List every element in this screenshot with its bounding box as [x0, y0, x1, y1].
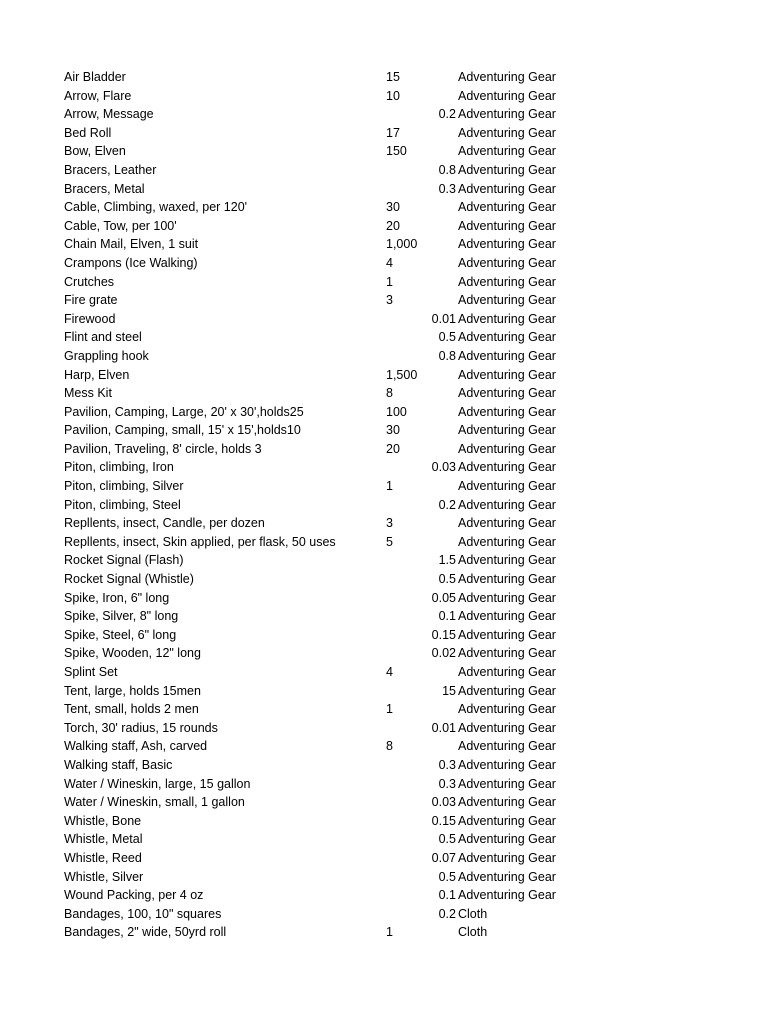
table-row: [0, 793, 768, 812]
item-name-cell: Bandages, 100, 10" squares: [64, 906, 222, 921]
item-cost-cell: 1: [386, 479, 393, 494]
item-category-cell: Adventuring Gear: [458, 497, 556, 512]
table-row: [0, 551, 768, 570]
table-row: [0, 68, 768, 87]
table-row: [0, 886, 768, 905]
item-name-cell: Spike, Silver, 8" long: [64, 609, 179, 624]
table-row: [0, 477, 768, 496]
table-row: [0, 812, 768, 831]
item-category-cell: Adventuring Gear: [458, 200, 556, 215]
table-row: [0, 180, 768, 199]
item-weight-cell: 0.01: [431, 720, 456, 735]
table-row: [0, 719, 768, 738]
item-name-cell: Tent, small, holds 2 men: [64, 702, 199, 717]
item-weight-cell: 0.5: [438, 832, 456, 847]
item-category-cell: Adventuring Gear: [458, 516, 556, 531]
item-name-cell: Walking staff, Basic: [64, 757, 173, 772]
item-name-cell: Tent, large, holds 15men: [64, 683, 201, 698]
item-name-cell: Water / Wineskin, large, 15 gallon: [64, 776, 251, 791]
item-name-cell: Pavilion, Camping, Large, 20' x 30',holds25: [64, 404, 304, 419]
table-row: [0, 496, 768, 515]
item-weight-cell: 0.05: [431, 590, 456, 605]
table-row: [0, 737, 768, 756]
item-category-cell: Adventuring Gear: [458, 720, 556, 735]
item-cost-cell: 3: [386, 293, 393, 308]
item-category-cell: Adventuring Gear: [458, 88, 556, 103]
table-row: [0, 347, 768, 366]
item-category-cell: Adventuring Gear: [458, 404, 556, 419]
table-row: [0, 421, 768, 440]
item-cost-cell: 5: [386, 534, 393, 549]
item-weight-cell: 0.15: [431, 627, 456, 642]
item-name-cell: Grappling hook: [64, 348, 149, 363]
item-weight-cell: 0.2: [438, 906, 456, 921]
item-weight-cell: 0.03: [431, 795, 456, 810]
item-name-cell: Bandages, 2" wide, 50yrd roll: [64, 925, 227, 940]
item-category-cell: Adventuring Gear: [458, 181, 556, 196]
item-name-cell: Bow, Elven: [64, 144, 126, 159]
item-cost-cell: 1: [386, 925, 393, 940]
table-row: [0, 198, 768, 217]
item-weight-cell: 0.8: [438, 162, 456, 177]
item-name-cell: Rocket Signal (Flash): [64, 553, 184, 568]
item-name-cell: Fire grate: [64, 293, 118, 308]
item-weight-cell: 0.2: [438, 497, 456, 512]
item-category-cell: Adventuring Gear: [458, 274, 556, 289]
item-name-cell: Torch, 30' radius, 15 rounds: [64, 720, 218, 735]
item-name-cell: Mess Kit: [64, 386, 112, 401]
table-row: [0, 923, 768, 942]
table-row: [0, 663, 768, 682]
table-row: [0, 830, 768, 849]
item-category-cell: Adventuring Gear: [458, 162, 556, 177]
table-row: [0, 775, 768, 794]
item-cost-cell: 4: [386, 665, 393, 679]
table-row: [0, 217, 768, 236]
item-category-cell: Adventuring Gear: [458, 441, 556, 456]
item-category-cell: Adventuring Gear: [458, 757, 556, 772]
item-cost-cell: 3: [386, 516, 393, 531]
item-weight-cell: 0.3: [438, 757, 456, 772]
table-row: [0, 105, 768, 124]
item-category-cell: Adventuring Gear: [458, 237, 556, 252]
table-row: [0, 310, 768, 329]
item-cost-cell: 1: [386, 274, 393, 289]
item-weight-cell: 0.15: [431, 813, 456, 828]
item-cost-cell: 20: [386, 218, 400, 233]
item-category-cell: Adventuring Gear: [458, 255, 556, 270]
item-name-cell: Rocket Signal (Whistle): [64, 572, 194, 587]
table-row: [0, 384, 768, 403]
item-name-cell: Harp, Elven: [64, 367, 130, 382]
item-cost-cell: 17: [386, 125, 400, 140]
item-weight-cell: 15: [442, 683, 456, 698]
table-row: [0, 514, 768, 533]
item-cost-cell: 30: [386, 423, 400, 438]
item-category-cell: Adventuring Gear: [458, 590, 556, 605]
item-cost-cell: 15: [386, 70, 400, 84]
item-weight-cell: 0.2: [438, 107, 456, 122]
item-name-cell: Bracers, Leather: [64, 162, 157, 177]
item-name-cell: Firewood: [64, 311, 116, 326]
item-cost-cell: 100: [386, 404, 407, 419]
item-name-cell: Repllents, insect, Skin applied, per flask, 50 uses: [64, 534, 336, 549]
item-cost-cell: 10: [386, 88, 400, 103]
item-name-cell: Bed Roll: [64, 125, 112, 140]
item-name-cell: Arrow, Flare: [64, 88, 132, 103]
item-name-cell: Whistle, Reed: [64, 850, 142, 865]
item-category-cell: Adventuring Gear: [458, 386, 556, 401]
item-name-cell: Piton, climbing, Iron: [64, 460, 174, 475]
item-name-cell: Spike, Steel, 6" long: [64, 627, 177, 642]
item-weight-cell: 0.5: [438, 869, 456, 884]
table-row: [0, 403, 768, 422]
item-weight-cell: 0.03: [431, 460, 456, 475]
item-category-cell: Adventuring Gear: [458, 665, 556, 679]
table-row: [0, 458, 768, 477]
table-row: [0, 644, 768, 663]
item-category-cell: Adventuring Gear: [458, 107, 556, 122]
item-cost-cell: 1,500: [386, 367, 418, 382]
item-name-cell: Wound Packing, per 4 oz: [64, 888, 204, 903]
item-category-cell: Cloth: [458, 925, 488, 940]
table-row: [0, 626, 768, 645]
item-weight-cell: 0.5: [438, 572, 456, 587]
table-row: [0, 273, 768, 292]
table-row: [0, 328, 768, 347]
item-weight-cell: 1.5: [438, 553, 456, 568]
item-cost-cell: 8: [386, 739, 393, 754]
item-category-cell: Adventuring Gear: [458, 460, 556, 475]
item-name-cell: Pavilion, Camping, small, 15' x 15',holds10: [64, 423, 301, 438]
item-category-cell: Adventuring Gear: [458, 70, 556, 84]
item-cost-cell: 8: [386, 386, 393, 401]
table-row: [0, 589, 768, 608]
item-category-cell: Adventuring Gear: [458, 125, 556, 140]
table-row: [0, 161, 768, 180]
item-name-cell: Cable, Tow, per 100': [64, 218, 177, 233]
item-category-cell: Adventuring Gear: [458, 869, 556, 884]
item-name-cell: Whistle, Metal: [64, 832, 143, 847]
table-row: [0, 124, 768, 143]
item-name-cell: Spike, Wooden, 12" long: [64, 646, 201, 661]
item-weight-cell: 0.1: [438, 888, 456, 903]
table-row: [0, 570, 768, 589]
item-category-cell: Adventuring Gear: [458, 813, 556, 828]
table-row: [0, 235, 768, 254]
item-category-cell: Adventuring Gear: [458, 479, 556, 494]
table-row: [0, 440, 768, 459]
item-weight-cell: 0.02: [431, 646, 456, 661]
item-name-cell: Splint Set: [64, 665, 118, 679]
table-row: [0, 700, 768, 719]
item-weight-cell: 0.8: [438, 348, 456, 363]
item-category-cell: Adventuring Gear: [458, 888, 556, 903]
table-row: [0, 849, 768, 868]
item-category-cell: Cloth: [458, 906, 488, 921]
item-category-cell: Adventuring Gear: [458, 739, 556, 754]
table-row: [0, 533, 768, 552]
item-name-cell: Crampons (Ice Walking): [64, 255, 198, 270]
item-name-cell: Air Bladder: [64, 70, 126, 84]
table-row: [0, 682, 768, 701]
item-category-cell: Adventuring Gear: [458, 609, 556, 624]
item-name-cell: Crutches: [64, 274, 115, 289]
item-name-cell: Bracers, Metal: [64, 181, 145, 196]
item-category-cell: Adventuring Gear: [458, 553, 556, 568]
item-category-cell: Adventuring Gear: [458, 534, 556, 549]
item-weight-cell: 0.01: [431, 311, 456, 326]
item-cost-cell: 1,000: [386, 237, 418, 252]
item-name-cell: Pavilion, Traveling, 8' circle, holds 3: [64, 441, 262, 456]
table-row: [0, 291, 768, 310]
item-name-cell: Arrow, Message: [64, 107, 154, 122]
item-weight-cell: 0.07: [431, 850, 456, 865]
item-name-cell: Cable, Climbing, waxed, per 120': [64, 200, 248, 215]
item-category-cell: Adventuring Gear: [458, 423, 556, 438]
item-category-cell: Adventuring Gear: [458, 776, 556, 791]
table-row: [0, 87, 768, 106]
item-category-cell: Adventuring Gear: [458, 627, 556, 642]
item-category-cell: Adventuring Gear: [458, 293, 556, 308]
item-name-cell: Water / Wineskin, small, 1 gallon: [64, 795, 245, 810]
item-name-cell: Whistle, Silver: [64, 869, 144, 884]
item-name-cell: Spike, Iron, 6" long: [64, 590, 170, 605]
item-cost-cell: 150: [386, 144, 407, 159]
table-row: [0, 254, 768, 273]
item-weight-cell: 0.3: [438, 181, 456, 196]
table-row: [0, 756, 768, 775]
item-category-cell: Adventuring Gear: [458, 850, 556, 865]
table-row: [0, 366, 768, 385]
item-category-cell: Adventuring Gear: [458, 311, 556, 326]
item-name-cell: Repllents, insect, Candle, per dozen: [64, 516, 265, 531]
item-category-cell: Adventuring Gear: [458, 702, 556, 717]
item-category-cell: Adventuring Gear: [458, 367, 556, 382]
table-row: [0, 607, 768, 626]
item-cost-cell: 4: [386, 255, 393, 270]
item-cost-cell: 20: [386, 441, 400, 456]
item-weight-cell: 0.5: [438, 330, 456, 345]
item-category-cell: Adventuring Gear: [458, 795, 556, 810]
item-category-cell: Adventuring Gear: [458, 572, 556, 587]
item-category-cell: Adventuring Gear: [458, 144, 556, 159]
item-name-cell: Whistle, Bone: [64, 813, 142, 828]
item-cost-cell: 1: [386, 702, 393, 717]
item-weight-cell: 0.3: [438, 776, 456, 791]
item-category-cell: Adventuring Gear: [458, 683, 556, 698]
item-name-cell: Piton, climbing, Silver: [64, 479, 184, 494]
table-row: [0, 905, 768, 924]
item-category-cell: Adventuring Gear: [458, 348, 556, 363]
table-row: [0, 868, 768, 887]
item-name-cell: Walking staff, Ash, carved: [64, 739, 208, 754]
item-category-cell: Adventuring Gear: [458, 832, 556, 847]
item-category-cell: Adventuring Gear: [458, 218, 556, 233]
item-category-cell: Adventuring Gear: [458, 330, 556, 345]
item-cost-cell: 30: [386, 200, 400, 215]
item-name-cell: Piton, climbing, Steel: [64, 497, 181, 512]
table-row: [0, 142, 768, 161]
item-category-cell: Adventuring Gear: [458, 646, 556, 661]
item-name-cell: Flint and steel: [64, 330, 142, 345]
item-name-cell: Chain Mail, Elven, 1 suit: [64, 237, 199, 252]
item-weight-cell: 0.1: [438, 609, 456, 624]
item-table: [0, 68, 768, 942]
